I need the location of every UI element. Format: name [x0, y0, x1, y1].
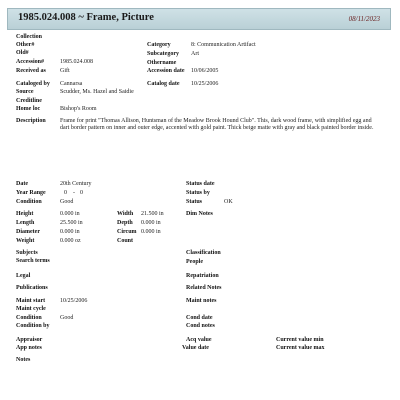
search-terms-label: Search terms — [16, 258, 50, 264]
count-label: Count — [117, 238, 134, 244]
record-title: 1985.024.008 ~ Frame, Picture — [18, 12, 154, 23]
diameter-value: 0.000 in — [60, 229, 80, 235]
record-header-bar — [7, 8, 391, 30]
notes-label: Notes — [16, 357, 31, 363]
condition-value: Good — [60, 199, 74, 205]
acq-value-label: Acq value — [186, 337, 212, 343]
repatriation-label: Repatriation — [186, 273, 219, 279]
depth-value: 0.000 in — [141, 220, 161, 226]
home-location-label: Home loc — [16, 106, 41, 112]
othername-label: Othername — [147, 60, 177, 66]
date-value: 20th Century — [60, 181, 92, 187]
cataloged-by-value: Cannarsa — [60, 81, 83, 87]
source-label: Source — [16, 89, 34, 95]
weight-label: Weight — [16, 238, 35, 244]
home-location-value: Bishop's Room — [60, 106, 97, 112]
maint-notes-label: Maint notes — [186, 298, 217, 304]
subjects-label: Subjects — [16, 250, 38, 256]
circum-value: 0.000 in — [141, 229, 161, 235]
diameter-label: Diameter — [16, 229, 40, 235]
people-label: People — [186, 259, 203, 265]
height-value: 0.000 in — [60, 211, 80, 217]
year-range-to-value: 0 — [80, 190, 83, 196]
date-label: Date — [16, 181, 28, 187]
publications-label: Publications — [16, 285, 48, 291]
catalog-date-label: Catalog date — [147, 81, 180, 87]
accession-number-label: Accession# — [16, 59, 44, 65]
related-notes-label: Related Notes — [186, 285, 222, 291]
received-as-value: Gift — [60, 68, 70, 74]
year-range-separator: - — [73, 190, 75, 196]
cond-date-label: Cond date — [186, 315, 213, 321]
year-range-label: Year Range — [16, 190, 46, 196]
cataloged-by-label: Cataloged by — [16, 81, 50, 87]
maint-start-label: Maint start — [16, 298, 46, 304]
classification-label: Classification — [186, 250, 221, 256]
circum-label: Circum — [117, 229, 137, 235]
subcategory-label: Subcategory — [147, 51, 179, 57]
legal-label: Legal — [16, 273, 31, 279]
received-as-label: Received as — [16, 68, 46, 74]
creditline-label: Creditline — [16, 98, 42, 104]
maint-start-value: 10/25/2006 — [60, 298, 88, 304]
category-label: Category — [147, 42, 171, 48]
value-date-label: Value date — [182, 345, 209, 351]
current-value-min-label: Current value min — [276, 337, 324, 343]
print-date: 08/11/2023 — [348, 15, 380, 23]
subcategory-value: Art — [191, 51, 199, 57]
status-label: Status — [186, 199, 203, 205]
description-label: Description — [16, 118, 46, 124]
app-notes-label: App notes — [16, 345, 42, 351]
catalog-date-value: 10/25/2006 — [191, 81, 219, 87]
description-text: Frame for print "Thomas Allison, Huntsman of the Meadow Brook Hound Club". This, dark wood frame, with simplified egg and dart border pattern on inner and outer edge, accented with gold paint. Thick beige matte with gray and black painted border inside. — [60, 118, 374, 132]
accession-number-value: 1985.024.008 — [60, 59, 93, 65]
depth-label: Depth — [117, 220, 133, 226]
status-value: OK — [224, 199, 233, 205]
maint-condition-value: Good — [60, 315, 74, 321]
current-value-max-label: Current value max — [276, 345, 325, 351]
condition-label: Condition — [16, 199, 42, 205]
status-by-label: Status by — [186, 190, 210, 196]
old-number-label: Old# — [16, 50, 29, 56]
other-number-label: Other# — [16, 42, 35, 48]
status-date-label: Status date — [186, 181, 215, 187]
length-value: 25.500 in — [60, 220, 83, 226]
dimension-notes-label: Dim Notes — [186, 211, 213, 217]
accession-date-label: Accession date — [147, 68, 185, 74]
weight-value: 0.000 oz — [60, 238, 81, 244]
height-label: Height — [16, 211, 34, 217]
length-label: Length — [16, 220, 35, 226]
cond-notes-label: Cond notes — [186, 323, 215, 329]
accession-date-value: 10/06/2005 — [191, 68, 219, 74]
category-value: 8: Communication Artifact — [191, 42, 256, 48]
maint-condition-label: Condition — [16, 315, 42, 321]
condition-by-label: Condition by — [16, 323, 50, 329]
appraisor-label: Appraisor — [16, 337, 43, 343]
source-value: Scudder, Ms. Hazel and Saidie — [60, 89, 134, 95]
width-value: 21.500 in — [141, 211, 164, 217]
maint-cycle-label: Maint cycle — [16, 306, 46, 312]
collection-label: Collection — [16, 34, 42, 40]
width-label: Width — [117, 211, 134, 217]
year-range-from-value: 0 — [64, 190, 67, 196]
